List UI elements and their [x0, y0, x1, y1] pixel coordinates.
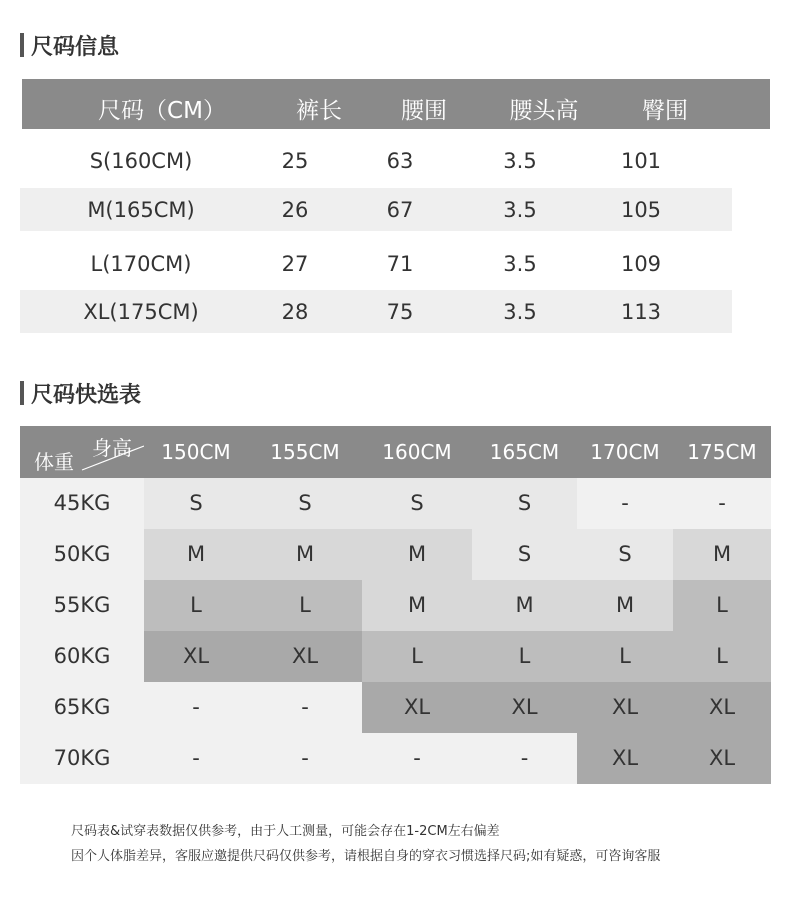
size-recommendation-cell: M [248, 529, 362, 580]
note-line-2: 因个人体脂差异，客服应邀提供尺码仅供参考，请根据自身的穿衣习惯选择尺码;如有疑惑，可咨询客服 [71, 849, 661, 864]
size-info-row [20, 188, 732, 231]
quick-select-row [20, 580, 771, 631]
size-recommendation-cell: XL [362, 682, 472, 733]
size-recommendation-cell: - [673, 478, 771, 529]
size-info-cell: 75 [386, 300, 414, 324]
size-info-cell: 3.5 [503, 198, 537, 222]
weight-label: 45KG [20, 478, 144, 529]
size-recommendation-cell: L [362, 631, 472, 682]
size-recommendation-cell: XL [144, 631, 248, 682]
title-accent-bar [20, 381, 24, 405]
size-recommendation-cell: M [472, 580, 577, 631]
size-recommendation-cell: XL [577, 733, 673, 784]
size-recommendation-cell: XL [673, 733, 771, 784]
size-info-cell: 3.5 [503, 149, 537, 173]
size-info-row [20, 242, 732, 285]
quick-select-header [20, 426, 771, 478]
size-info-row [20, 139, 732, 182]
size-info-cell: 27 [281, 252, 309, 276]
size-info-cell: M(165CM) [87, 198, 195, 222]
header-size: 尺码（CM） [98, 98, 226, 124]
size-info-cell: 113 [620, 300, 662, 324]
size-recommendation-cell: - [362, 733, 472, 784]
size-info-cell: 71 [386, 252, 414, 276]
size-recommendation-cell: XL [248, 631, 362, 682]
size-info-cell: 109 [620, 252, 662, 276]
size-recommendation-cell: L [577, 631, 673, 682]
size-recommendation-cell: XL [577, 682, 673, 733]
weight-label: 50KG [20, 529, 144, 580]
size-recommendation-cell: - [248, 733, 362, 784]
quick-select-row [20, 529, 771, 580]
size-recommendation-cell: M [144, 529, 248, 580]
size-info-cell: S(160CM) [89, 149, 193, 173]
size-recommendation-cell: XL [673, 682, 771, 733]
size-recommendation-cell: - [472, 733, 577, 784]
size-recommendation-cell: S [577, 529, 673, 580]
quick-select-row [20, 631, 771, 682]
size-info-cell: 101 [620, 149, 662, 173]
quick-select-table [20, 426, 771, 784]
size-recommendation-cell: - [144, 733, 248, 784]
size-info-cell: 67 [386, 198, 414, 222]
size-recommendation-cell: S [144, 478, 248, 529]
quick-select-title [20, 379, 141, 407]
quick-select-row [20, 682, 771, 733]
size-info-cell: 3.5 [503, 252, 537, 276]
size-recommendation-cell: - [577, 478, 673, 529]
corner-height-label: 身高 [92, 436, 132, 460]
weight-label: 70KG [20, 733, 144, 784]
size-info-cell: 63 [386, 149, 414, 173]
size-info-cell: 26 [281, 198, 309, 222]
quick-select-row [20, 733, 771, 784]
size-recommendation-cell: S [472, 529, 577, 580]
size-info-title [20, 31, 119, 59]
note-line-1: 尺码表&试穿表数据仅供参考，由于人工测量，可能会存在1-2CM左右偏差 [71, 824, 500, 839]
size-info-cell: 3.5 [503, 300, 537, 324]
height-header-2: 160CM [382, 440, 452, 464]
size-info-cell: 28 [281, 300, 309, 324]
quick-select-row [20, 478, 771, 529]
size-recommendation-cell: S [362, 478, 472, 529]
height-header-5: 175CM [687, 440, 757, 464]
size-recommendation-cell: S [248, 478, 362, 529]
weight-label: 60KG [20, 631, 144, 682]
height-header-1: 155CM [270, 440, 340, 464]
title-accent-bar [20, 33, 24, 57]
height-header-3: 165CM [489, 440, 560, 464]
header-hip: 臀围 [642, 98, 688, 124]
size-recommendation-cell: - [248, 682, 362, 733]
size-recommendation-cell: L [144, 580, 248, 631]
size-recommendation-cell: L [673, 631, 771, 682]
size-recommendation-cell: L [248, 580, 362, 631]
size-recommendation-cell: XL [472, 682, 577, 733]
weight-label: 55KG [20, 580, 144, 631]
quick-select-title-text: 尺码快选表 [31, 382, 142, 408]
size-info-title-text: 尺码信息 [31, 34, 120, 60]
size-recommendation-cell: L [472, 631, 577, 682]
size-info-row [20, 290, 732, 333]
size-info-cell: XL(175CM) [83, 300, 199, 324]
header-length: 裤长 [296, 98, 342, 124]
size-recommendation-cell: M [362, 580, 472, 631]
size-recommendation-cell: M [673, 529, 771, 580]
header-waist: 腰围 [401, 98, 447, 124]
size-info-cell: 105 [620, 198, 662, 222]
size-recommendation-cell: L [673, 580, 771, 631]
weight-label: 65KG [20, 682, 144, 733]
size-info-table [22, 79, 770, 129]
corner-weight-label: 体重 [34, 450, 74, 474]
size-recommendation-cell: M [362, 529, 472, 580]
height-header-4: 170CM [590, 440, 660, 464]
size-info-header [22, 79, 770, 129]
size-recommendation-cell: - [144, 682, 248, 733]
size-recommendation-cell: M [577, 580, 673, 631]
height-header-0: 150CM [161, 440, 231, 464]
size-info-cell: L(170CM) [90, 252, 192, 276]
header-waistband-height: 腰头高 [509, 98, 579, 124]
size-info-cell: 25 [281, 149, 309, 173]
size-recommendation-cell: S [472, 478, 577, 529]
